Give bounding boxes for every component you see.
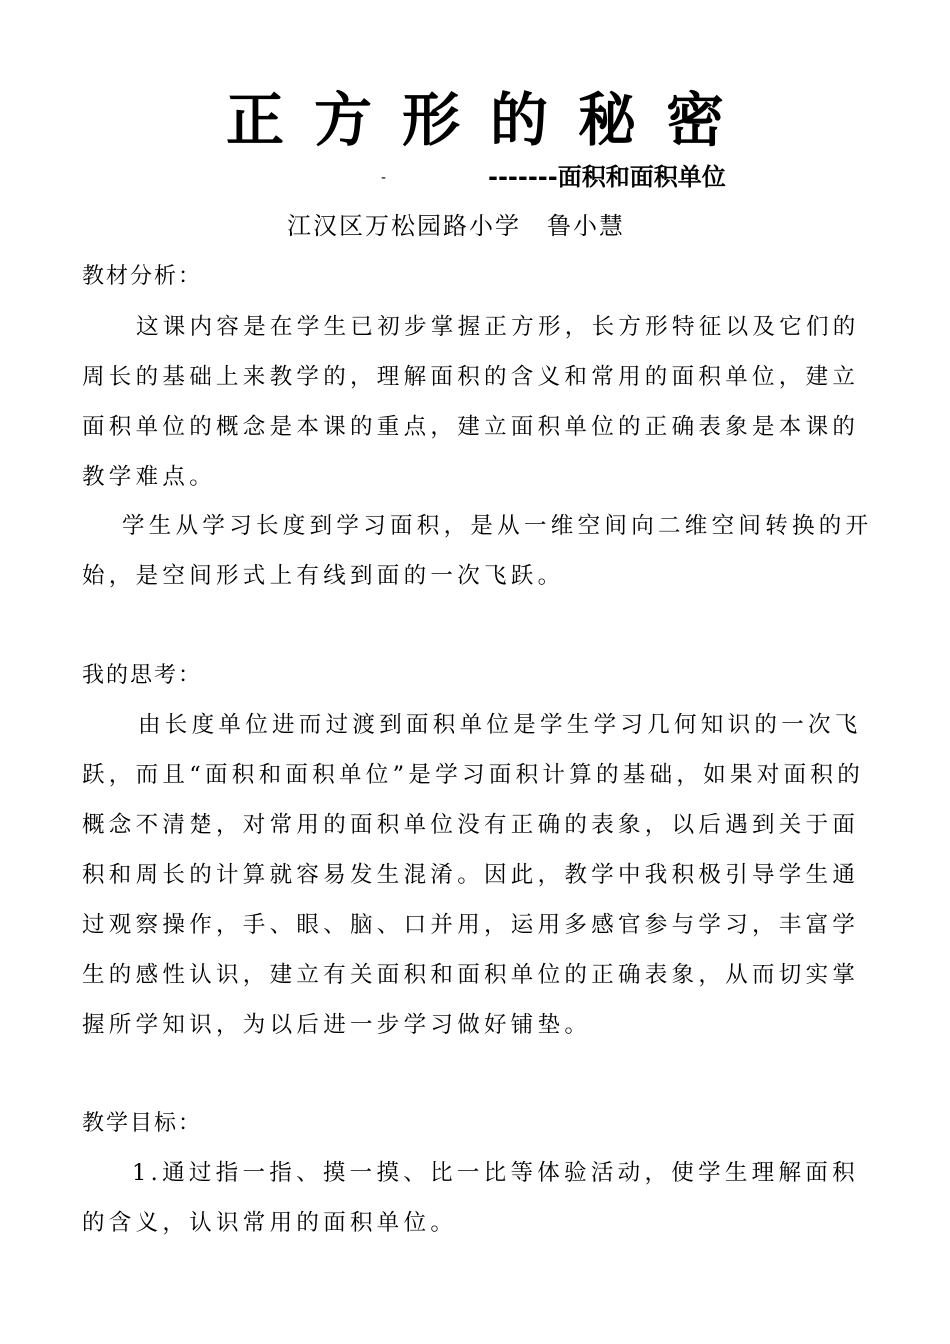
- section-heading-my-thoughts: 我的思考：: [82, 663, 203, 688]
- author-line: 江汉区万松园路小学 鲁小慧: [287, 212, 625, 240]
- stray-dash: -: [381, 170, 387, 186]
- section-heading-teaching-goals: 教学目标：: [82, 1111, 203, 1136]
- paragraph-material-analysis-2: 学生从学习长度到学习面积，是从一维空间向二维空间转换的开始，是空间形式上有线到面的一次飞跃。: [82, 513, 873, 589]
- paragraph-material-analysis-1: 这课内容是在学生已初步掌握正方形，长方形特征以及它们的周长的基础上来教学的，理解面积的含义和常用的面积单位，建立面积单位的概念是本课的重点，建立面积单位的正确表象是本课的教学难点。: [82, 314, 860, 490]
- document-subtitle: -------面积和面积单位: [488, 163, 726, 191]
- section-heading-material-analysis: 教材分析：: [82, 264, 203, 289]
- document-title: 正方形的秘密: [225, 86, 754, 154]
- paragraph-teaching-goal-1: 1.通过指一指、摸一摸、比一比等体验活动，使学生理解面积的含义，认识常用的面积单位。: [82, 1160, 859, 1236]
- paragraph-my-thoughts: 由长度单位进而过渡到面积单位是学生学习几何知识的一次飞跃，而且“面积和面积单位”是学习面积计算的基础，如果对面积的概念不清楚，对常用的面积单位没有正确的表象，以后遇到关于面积和周长的计算就容易发生混淆。因此，教学中我积极引导学生通过观察操作，手、眼、脑、口并用，运用多感官参与学习，丰富学生的感性认识，建立有关面积和面积单位的正确表象，从而切实掌握所学知识，为以后进一步学习做好铺垫。: [82, 712, 865, 1038]
